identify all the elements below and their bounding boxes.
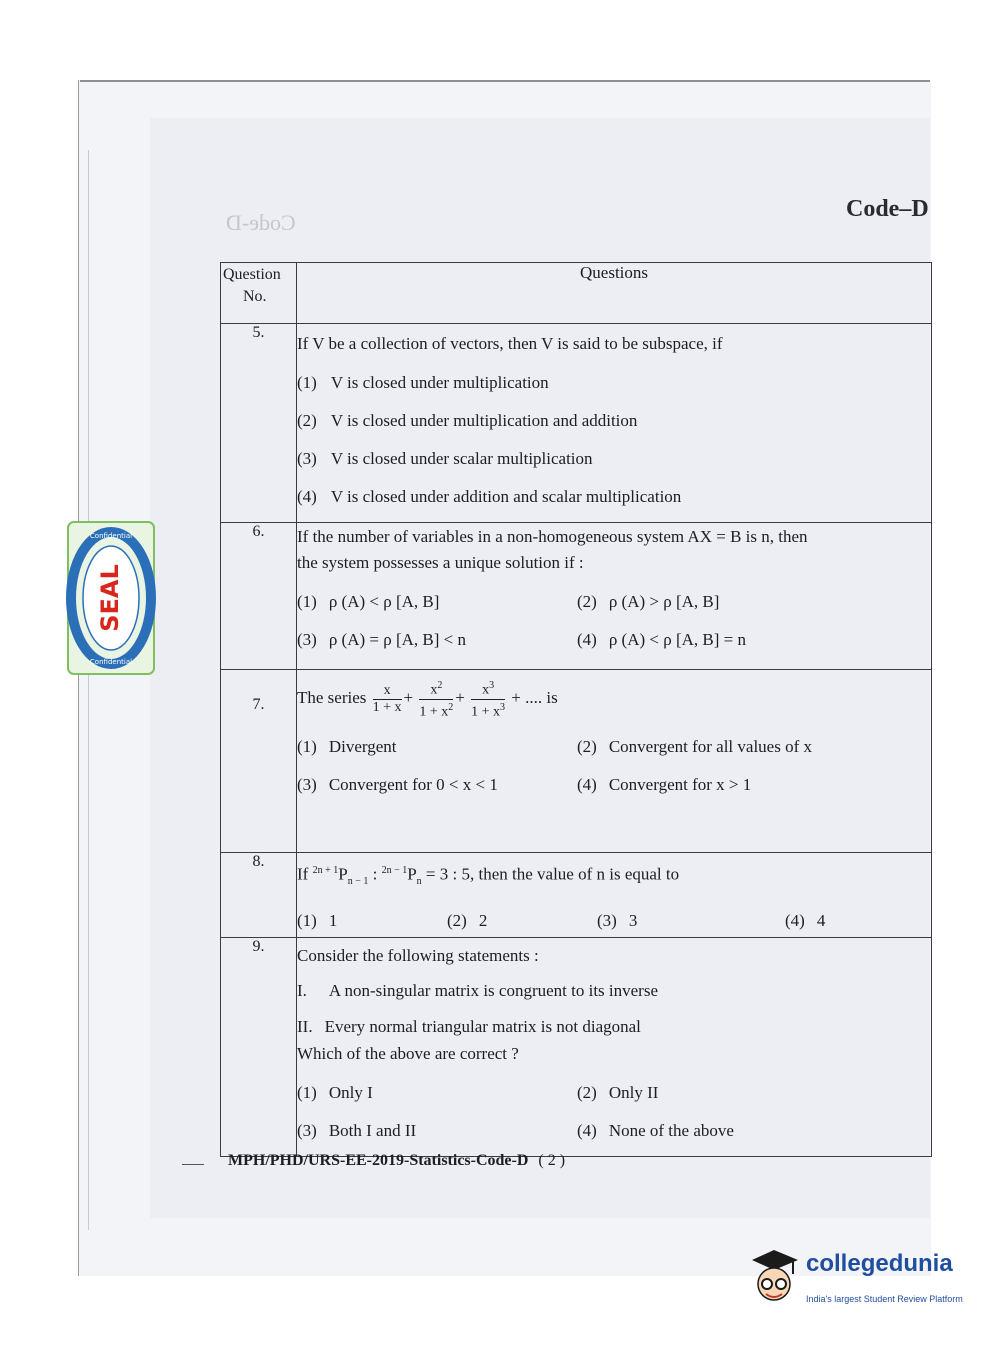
question-table (220, 262, 932, 1157)
confidential-seal-stamp (66, 520, 156, 676)
question-body (297, 670, 932, 853)
bleed-through-code: Code-D (226, 210, 296, 235)
question-stem: Consider the following statements : (297, 946, 539, 965)
option-row (297, 774, 931, 796)
option: (4) 4 (785, 911, 826, 931)
svg-text:Confidential: Confidential (89, 532, 133, 540)
option-row (297, 736, 931, 758)
series-term: $\frac{x}{1 + x}$ (372, 682, 402, 715)
question-row-7 (221, 670, 932, 853)
option: (4) ρ (A) < ρ [A, B] = n (577, 630, 747, 649)
svg-text:Confidential: Confidential (89, 658, 133, 666)
mascot-logo-icon (748, 1246, 804, 1310)
collegedunia-watermark (748, 1246, 978, 1316)
option-row (297, 1082, 931, 1104)
option: (2) 2 (447, 911, 488, 931)
question-body (297, 938, 932, 1157)
option: (3) 3 (597, 911, 638, 931)
series-term: $\frac{x^3}{1 + x^3}$ (471, 680, 506, 720)
question-body (297, 853, 932, 938)
question-row-6 (221, 523, 932, 670)
scan-margin-line (88, 150, 89, 1230)
question-number: 5. (221, 324, 297, 523)
statement: I. A non-singular matrix is congruent to its inverse (297, 981, 659, 1000)
option: (3) Both I and II (297, 1121, 417, 1140)
page-number: ( 2 ) (538, 1152, 566, 1169)
questions-header: Questions (297, 263, 932, 324)
page-footer (228, 1152, 565, 1170)
paper-code-label: Code–D (846, 196, 929, 222)
option-row (297, 591, 931, 613)
question-stem: If V be a collection of vectors, then V is said to be subspace, if (297, 334, 723, 353)
option: (1) Divergent (297, 737, 397, 757)
question-no-header: Question No. (221, 263, 297, 324)
footer-dash (182, 1164, 204, 1165)
question-row-9 (221, 938, 932, 1157)
option: (1) 1 (297, 911, 338, 931)
question-stem: If $^{2n + 1}P_{n - 1}$ : $^{2n - 1}P_n = 3$ : 5, then the value of n is equal to (297, 864, 680, 888)
option-row (297, 629, 931, 651)
question-ask: Which of the above are correct ? (297, 1044, 519, 1063)
seal-text: SEAL (96, 564, 124, 632)
question-row-5 (221, 324, 932, 523)
question-body (297, 324, 932, 523)
option: (2) ρ (A) > ρ [A, B] (577, 592, 720, 611)
brand-name: collegedunia (806, 1250, 953, 1277)
footer-code: MPH/PHD/URS-EE-2019-Statistics-Code-D (228, 1152, 529, 1169)
option: (2) Only II (577, 1083, 659, 1102)
question-body (297, 523, 932, 670)
question-number: 6. (221, 523, 297, 670)
question-number: 8. (221, 853, 297, 938)
option: (4) V is closed under addition and scalar multiplication (297, 487, 682, 506)
option: (4) None of the above (577, 1121, 734, 1140)
question-row-8 (221, 853, 932, 938)
series-term: $\frac{x^2}{1 + x^2}$ (419, 680, 454, 720)
option: (4) Convergent for x > 1 (577, 775, 752, 795)
question-number: 7. (221, 670, 297, 853)
question-number: 9. (221, 938, 297, 1157)
statement: II. Every normal triangular matrix is not diagonal (297, 1017, 641, 1036)
option: (1) V is closed under multiplication (297, 373, 549, 392)
option-row (297, 910, 931, 932)
question-stem: If the number of variables in a non-homogeneous system AX = B is n, then (297, 527, 808, 546)
option: (1) Only I (297, 1083, 373, 1102)
option: (3) ρ (A) = ρ [A, B] < n (297, 630, 467, 649)
brand-tagline: India's largest Student Review Platform (806, 1294, 963, 1304)
option: (3) V is closed under scalar multiplication (297, 449, 593, 468)
question-stem: the system possesses a unique solution if : (297, 553, 584, 572)
question-stem: The series $\frac{x}{1 + x}$ + $\frac{x^2}{1 + x^2}$ + $\frac{x^3}{1 + x^3}$ + .... is (297, 680, 558, 720)
option: (2) V is closed under multiplication and addition (297, 411, 638, 430)
option: (3) Convergent for 0 < x < 1 (297, 775, 498, 795)
option-row (297, 1120, 931, 1142)
option: (2) Convergent for all values of x (577, 737, 812, 757)
option: (1) ρ (A) < ρ [A, B] (297, 592, 440, 611)
table-header-row (221, 263, 932, 324)
scan-edge-line (80, 80, 930, 82)
